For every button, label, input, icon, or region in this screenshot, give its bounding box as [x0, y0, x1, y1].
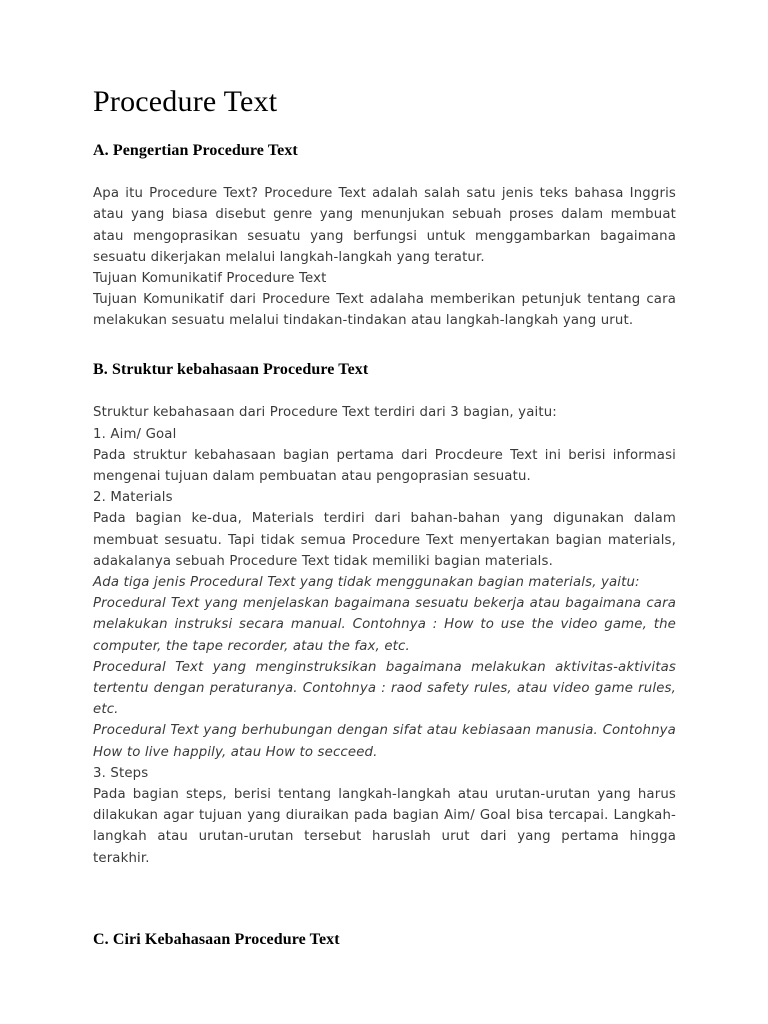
section-heading-c: C. Ciri Kebahasaan Procedure Text — [93, 930, 340, 948]
section-a-paragraph-1: Apa itu Procedure Text? Procedure Text adalah salah satu jenis teks bahasa Inggris atau yang biasa disebut genre yang menunjukan sebuah proses dalam membuat atau mengoprasikan sesuatu yang berfungsi untuk menggambarkan bagaimana sesuatu dikerjakan melalui langkah-langkah yang teratur. — [93, 186, 676, 265]
italic-note-type-1: Procedural Text yang menjelaskan bagaimana sesuatu bekerja atau bagaimana cara melakukan instruksi secara manual. Contohnya : How to use the video game, the computer, the tape recorder, atau the fax, etc. — [93, 596, 676, 654]
italic-note-lead: Ada tiga jenis Procedural Text yang tidak menggunakan bagian materials, yaitu: — [93, 575, 640, 591]
italic-note-type-3: Procedural Text yang berhubungan dengan sifat atau kebiasaan manusia. Contohnya How to live happily, atau How to secceed. — [93, 723, 676, 760]
procedural-text-types-note — [93, 572, 676, 763]
section-a-subheading: Tujuan Komunikatif Procedure Text — [93, 271, 327, 286]
section-heading-b: B. Struktur kebahasaan Procedure Text — [93, 360, 369, 378]
section-b-item-2-label: 2. Materials — [93, 490, 173, 506]
document-content — [93, 84, 676, 951]
italic-note-type-2: Procedural Text yang menginstruksikan bagaimana melakukan aktivitas-aktivitas tertentu dengan peraturanya. Contohnya : raod safety rules, atau video game rules, etc. — [93, 659, 676, 718]
page-title: Procedure Text — [93, 85, 278, 118]
section-a-paragraph-2: Tujuan Komunikatif dari Procedure Text adalaha memberikan petunjuk tentang cara melakukan sesuatu melalui tindakan-tindakan atau langkah-langkah yang urut. — [93, 292, 676, 329]
section-b-item-1-label: 1. Aim/ Goal — [93, 426, 177, 442]
section-b-item-3-label: 3. Steps — [93, 765, 149, 781]
section-b-item-1-text: Pada struktur kebahasaan bagian pertama dari Procdeure Text ini berisi informasi mengenai tujuan dalam pembuatan atau pengoprasian sesuatu. — [93, 447, 676, 485]
section-b-item-3-text: Pada bagian steps, berisi tentang langkah-langkah atau urutan-urutan yang harus dilakukan agar tujuan yang diuraikan pada bagian Aim/ Goal bisa tercapai. Langkah-langkah atau urutan-urutan tersebut haruslah urut dari yang pertama hingga terakhir. — [93, 787, 676, 866]
section-b-item-2-text: Pada bagian ke-dua, Materials terdiri dari bahan-bahan yang digunakan dalam membuat sesuatu. Tapi tidak semua Procedure Text menyertakan bagian materials, adakalanya sebuah Procedure Text tidak memiliki bagian materials. — [93, 511, 676, 569]
section-heading-a: A. Pengertian Procedure Text — [93, 142, 298, 160]
section-b-intro: Struktur kebahasaan dari Procedure Text terdiri dari 3 bagian, yaitu: — [93, 405, 557, 421]
